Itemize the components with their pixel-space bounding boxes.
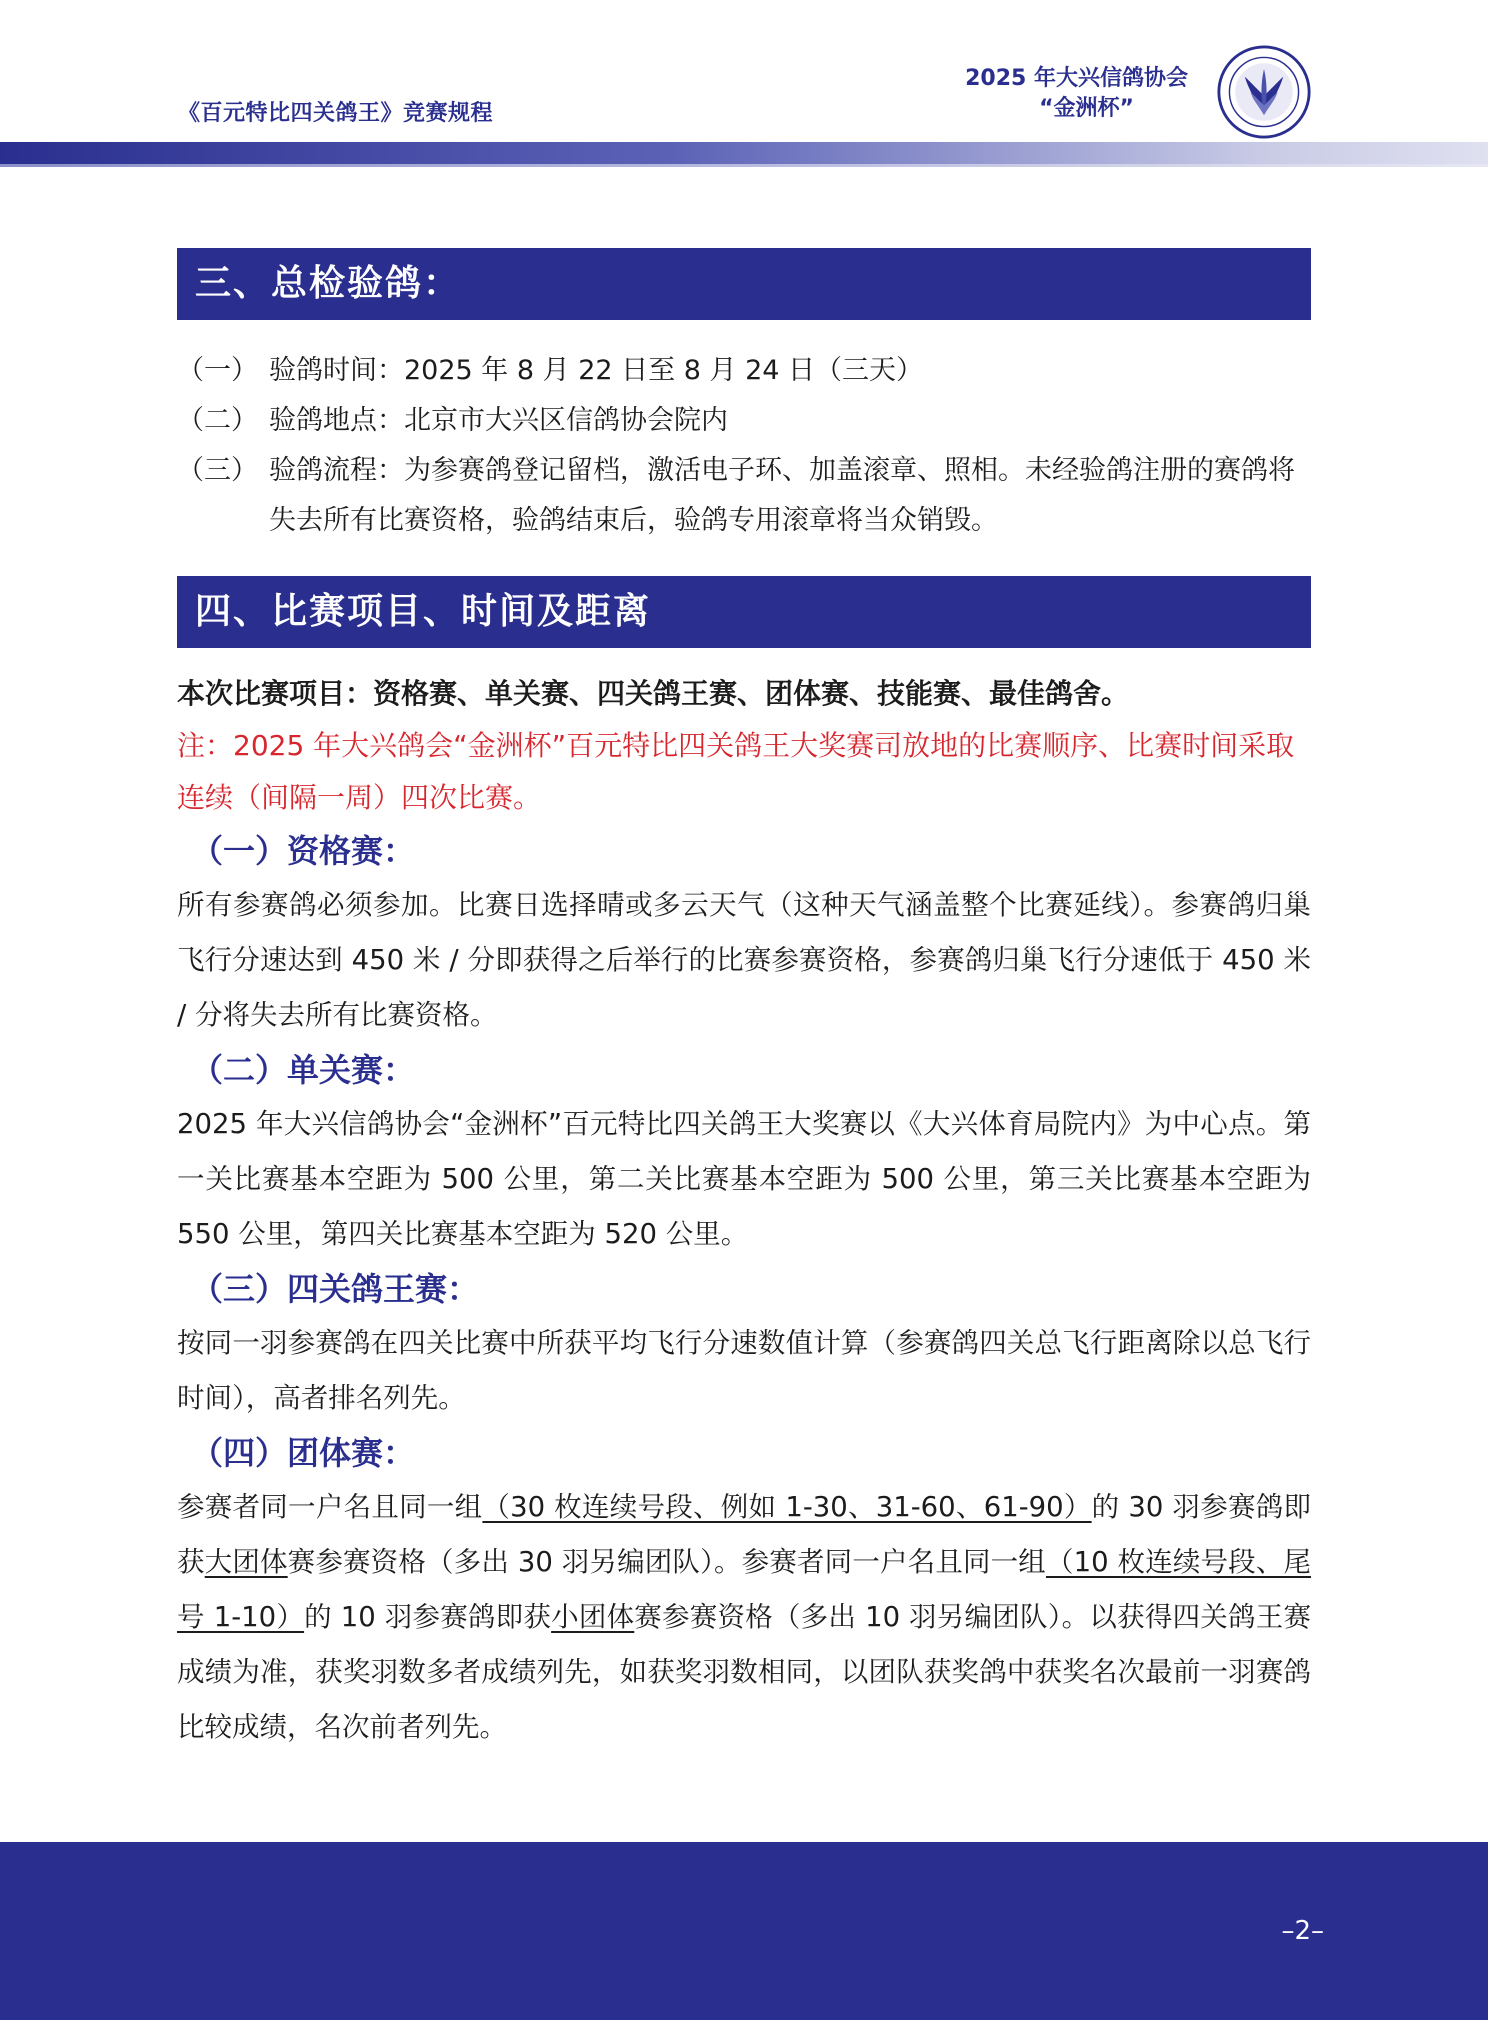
item-number: （一） (177, 355, 258, 386)
association-logo-icon (1216, 44, 1312, 140)
subsection-qualifier-title: （一）资格赛： (191, 832, 416, 870)
list-item (177, 446, 1311, 546)
section-4 (177, 576, 1311, 1755)
subsection-team-title: （四）团体赛： (191, 1434, 416, 1472)
subsection-single-race-text: 2025 年大兴信鸽协会“金洲杯”百元特比四关鸽王大奖赛以《大兴体育局院内》为中心点。第一关比赛基本空距为 500 公里，第二关比赛基本空距为 500 公里，第三关比赛基本空距为 550 公里，第四关比赛基本空距为 520 公里。 (177, 1108, 1311, 1250)
team-text-part: 的 30 羽参赛鸽即获 (177, 1491, 1311, 1578)
list-item (177, 396, 1311, 446)
team-text-part: 赛参赛资格（多出 10 羽另编团队）。以获得四关鸽王赛成绩为准，获奖羽数多者成绩列先，如获奖羽数相同，以团队获奖鸽中获奖名次最前一羽赛鸽比较成绩，名次前者列先。 (177, 1601, 1311, 1743)
subsection-four-race-king-text: 按同一羽参赛鸽在四关比赛中所获平均飞行分速数值计算（参赛鸽四关总飞行距离除以总飞行时间），高者排名列先。 (177, 1327, 1311, 1414)
team-text-part: 赛参赛资格（多出 30 羽另编团队）。参赛者同一户名且同一组 (287, 1546, 1046, 1578)
main-content (177, 248, 1311, 1755)
red-note: 注：2025 年大兴鸽会“金洲杯”百元特比四关鸽王大奖赛司放地的比赛顺序、比赛时间采取连续（间隔一周）四次比赛。 (177, 729, 1295, 814)
item-number: （二） (177, 405, 258, 436)
team-text-part: 的 10 羽参赛鸽即获 (304, 1601, 552, 1633)
header-cup-name: “金洲杯” (1039, 96, 1134, 121)
subsection-team-text (177, 1480, 1311, 1755)
item-text: 验鸽地点：北京市大兴区信鸽协会院内 (269, 405, 728, 436)
header-left-title: 《百元特比四关鸽王》竞赛规程 (178, 101, 494, 126)
item-number: （三） (177, 455, 258, 486)
subsection-single-race-title: （二）单关赛： (191, 1051, 416, 1089)
section-4-title: 四、比赛项目、时间及距离 (177, 576, 1311, 648)
list-item (177, 346, 1311, 396)
page-number: –2– (1281, 1916, 1324, 1946)
item-text: 验鸽时间：2025 年 8 月 22 日至 8 月 24 日（三天） (269, 355, 924, 386)
team-underlined-range-30: （30 枚连续号段、例如 1-30、31-60、61-90） (482, 1491, 1092, 1523)
team-text-part: 参赛者同一户名且同一组 (177, 1491, 483, 1523)
footer-band (0, 1842, 1488, 2020)
header-event-title (965, 64, 1188, 124)
header-divider (0, 164, 1488, 167)
subsection-four-race-king-title: （三）四关鸽王赛： (191, 1270, 480, 1308)
section-3-items (177, 346, 1311, 546)
team-underlined-range-10: （10 枚连续号段、尾号 1-10） (177, 1546, 1312, 1633)
team-underlined-small-team: 小团体 (551, 1601, 635, 1633)
subsection-qualifier-text: 所有参赛鸽必须参加。比赛日选择晴或多云天气（这种天气涵盖整个比赛延线）。参赛鸽归巢飞行分速达到 450 米 / 分即获得之后举行的比赛参赛资格，参赛鸽归巢飞行分速低于 450 米 / 分将失去所有比赛资格。 (177, 889, 1311, 1031)
item-text: 验鸽流程：为参赛鸽登记留档，激活电子环、加盖滚章、照相。未经验鸽注册的赛鸽将失去所有比赛资格，验鸽结束后，验鸽专用滚章将当众销毁。 (269, 455, 1295, 536)
header-association-year: 2025 年大兴信鸽协会 (965, 66, 1188, 91)
section-3-title: 三、总检验鸽： (177, 248, 1311, 320)
header-gradient-band (0, 142, 1488, 164)
team-underlined-large-team: 大团体 (204, 1546, 288, 1578)
events-line: 本次比赛项目：资格赛、单关赛、四关鸽王赛、团体赛、技能赛、最佳鸽舍。 (177, 677, 1130, 710)
